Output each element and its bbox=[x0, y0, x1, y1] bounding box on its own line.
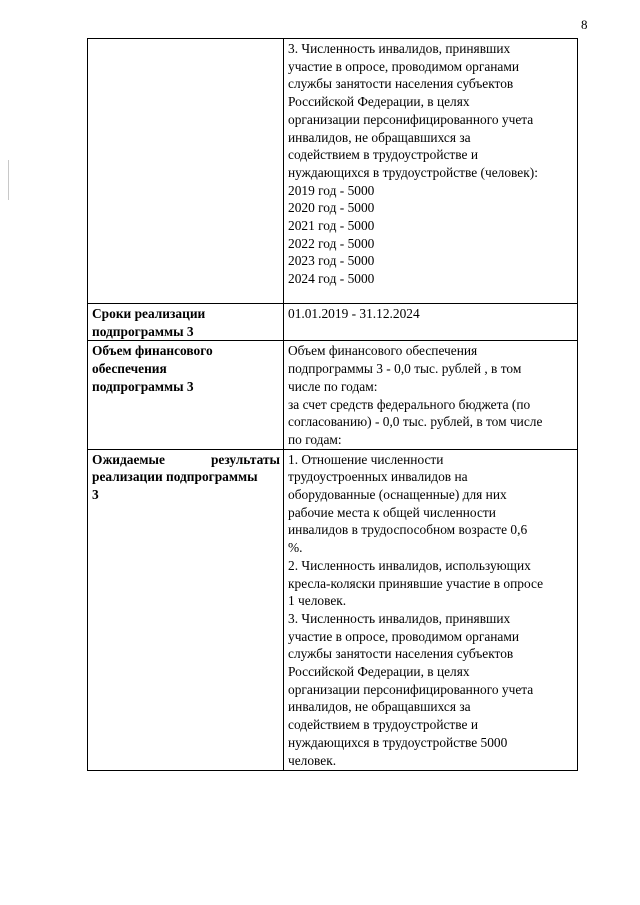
value-line: по годам: bbox=[288, 431, 342, 447]
value-line: инвалидов, не обращавшихся за bbox=[288, 699, 471, 715]
value-line: оборудованные (оснащенные) для них bbox=[288, 487, 507, 503]
passport-table bbox=[87, 38, 578, 771]
row-value bbox=[284, 304, 578, 341]
value-line: 2019 год - 5000 bbox=[288, 182, 375, 198]
row-value bbox=[284, 341, 578, 449]
label-line: Объем финансового bbox=[92, 343, 213, 359]
value-line: рабочие места к общей численности bbox=[288, 504, 496, 520]
value-line: 2021 год - 5000 bbox=[288, 218, 375, 234]
row-label bbox=[88, 39, 284, 304]
value-line: трудоустроенных инвалидов на bbox=[288, 469, 468, 485]
label-line: обеспечения bbox=[92, 361, 167, 377]
value-line: инвалидов в трудоспособном возрасте 0,6 bbox=[288, 522, 528, 538]
value-line: службы занятости населения субъектов bbox=[288, 76, 514, 92]
value-line: 2024 год - 5000 bbox=[288, 271, 375, 287]
table-row bbox=[88, 449, 578, 770]
value-line: 2023 год - 5000 bbox=[288, 253, 375, 269]
value-line: участие в опросе, проводимом органами bbox=[288, 58, 520, 74]
label-line: Ожидаемые результаты bbox=[92, 451, 280, 467]
value-line: организации персонифицированного учета bbox=[288, 681, 534, 697]
value-line: инвалидов, не обращавшихся за bbox=[288, 129, 471, 145]
value-line: содействием в трудоустройстве и bbox=[288, 147, 478, 163]
value-line: службы занятости населения субъектов bbox=[288, 646, 514, 662]
value-line: Объем финансового обеспечения bbox=[288, 343, 478, 359]
row-value bbox=[284, 39, 578, 304]
value-line: за счет средств федерального бюджета (по bbox=[288, 396, 531, 412]
value-line: 2020 год - 5000 bbox=[288, 200, 375, 216]
value-line: кресла-коляски принявшие участие в опросе bbox=[288, 575, 544, 591]
value-line: организации персонифицированного учета bbox=[288, 111, 534, 127]
value-line: 2. Численность инвалидов, использующих bbox=[288, 557, 531, 573]
value-line: нуждающихся в трудоустройстве 5000 bbox=[288, 734, 508, 750]
value-line: 2022 год - 5000 bbox=[288, 235, 375, 251]
label-line: Сроки реализации bbox=[92, 306, 206, 321]
value-line: Российской Федерации, в целях bbox=[288, 664, 470, 680]
table-row bbox=[88, 341, 578, 449]
value-line: числе по годам: bbox=[288, 378, 378, 394]
row-value bbox=[284, 449, 578, 770]
value-line: %. bbox=[288, 540, 303, 556]
row-label bbox=[88, 449, 284, 770]
value-line: подпрограммы 3 - 0,0 тыс. рублей , в том bbox=[288, 361, 522, 377]
value-line: 1. Отношение численности bbox=[288, 451, 444, 467]
row-label bbox=[88, 341, 284, 449]
value-line: согласованию) - 0,0 тыс. рублей, в том числе bbox=[288, 414, 543, 430]
value-line: Российской Федерации, в целях bbox=[288, 94, 470, 110]
table-row bbox=[88, 304, 578, 341]
row-label bbox=[88, 304, 284, 341]
value-line: содействием в трудоустройстве и bbox=[288, 717, 478, 733]
value-line: человек. bbox=[288, 752, 337, 768]
label-line: 3 bbox=[92, 487, 99, 503]
page-number: 8 bbox=[581, 17, 588, 32]
label-line: подпрограммы 3 bbox=[92, 323, 194, 339]
value-line: участие в опросе, проводимом органами bbox=[288, 628, 520, 644]
value-line: 01.01.2019 - 31.12.2024 bbox=[288, 306, 420, 321]
table-row bbox=[88, 39, 578, 304]
label-line: реализации подпрограммы bbox=[92, 469, 258, 485]
value-line: 1 человек. bbox=[288, 593, 347, 609]
value-line: нуждающихся в трудоустройстве (человек): bbox=[288, 164, 538, 180]
label-line: подпрограммы 3 bbox=[92, 378, 194, 394]
value-line: 3. Численность инвалидов, принявших bbox=[288, 610, 511, 626]
value-line: 3. Численность инвалидов, принявших bbox=[288, 41, 511, 56]
scan-margin-mark bbox=[8, 160, 9, 200]
